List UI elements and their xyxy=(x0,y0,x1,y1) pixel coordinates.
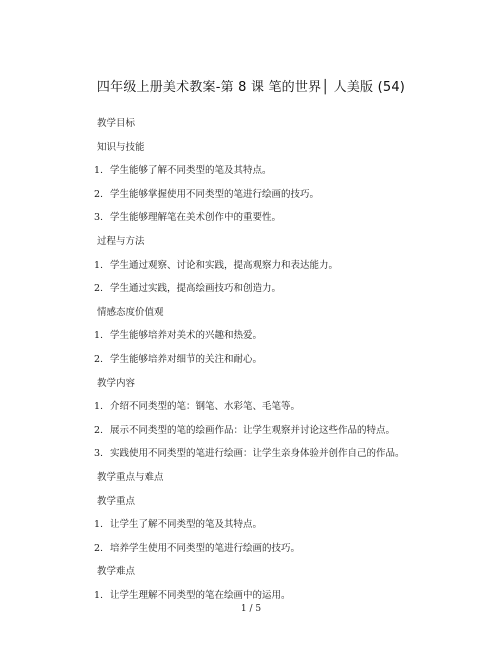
list-item xyxy=(94,277,424,301)
list-item-text: 介绍不同类型的笔：钢笔、水彩笔、毛笔等。 xyxy=(110,401,301,413)
list-item xyxy=(94,183,424,207)
list-number: 1. xyxy=(94,519,104,531)
list-number: 1. xyxy=(94,330,104,342)
list-number: 2. xyxy=(94,542,104,554)
list-number: 1. xyxy=(94,259,104,271)
list-item xyxy=(94,254,424,278)
list-item xyxy=(94,324,424,348)
page-indicator: 1 / 5 xyxy=(240,604,262,614)
list-number: 3. xyxy=(94,212,104,224)
list-number: 1. xyxy=(94,165,104,177)
list-item xyxy=(94,419,424,443)
list-item-text: 学生能够理解笔在美术创作中的重要性。 xyxy=(110,212,282,224)
list-item-text: 展示不同类型的笔的绘画作品：让学生观察并讨论这些作品的特点。 xyxy=(110,424,396,436)
list-number: 1. xyxy=(94,401,104,413)
list-item xyxy=(94,206,424,230)
subheading-attitudes-values: 情感态度价值观 xyxy=(97,306,164,318)
list-item-text: 让学生理解不同类型的笔在绘画中的运用。 xyxy=(110,589,291,601)
list-item-text: 学生能够培养对细节的关注和耐心。 xyxy=(110,353,263,365)
list-item xyxy=(94,537,424,561)
list-item-text: 学生能够掌握使用不同类型的笔进行绘画的技巧。 xyxy=(110,188,320,200)
list-item-text: 学生通过实践，提高绘画技巧和创造力。 xyxy=(110,283,282,295)
list-item-text: 培养学生使用不同类型的笔进行绘画的技巧。 xyxy=(110,542,301,554)
subheading-knowledge-skills: 知识与技能 xyxy=(97,141,145,153)
list-number: 1. xyxy=(94,589,104,601)
list-item xyxy=(94,395,424,419)
subheading-difficulties: 教学难点 xyxy=(97,566,136,578)
list-item-text: 学生能够了解不同类型的笔及其特点。 xyxy=(110,165,272,177)
list-number: 3. xyxy=(94,448,104,460)
list-number: 2. xyxy=(94,283,104,295)
list-item-text: 让学生了解不同类型的笔及其特点。 xyxy=(110,519,263,531)
document-body xyxy=(94,112,424,607)
section-heading-key-difficult: 教学重点与难点 xyxy=(97,471,164,483)
section-heading-teaching-content: 教学内容 xyxy=(97,377,136,389)
list-item xyxy=(94,442,424,466)
section-heading-teaching-goals: 教学目标 xyxy=(97,118,136,129)
list-number: 2. xyxy=(94,188,104,200)
subheading-process-methods: 过程与方法 xyxy=(97,235,145,247)
list-item xyxy=(94,159,424,183)
list-item xyxy=(94,348,424,372)
list-number: 2. xyxy=(94,353,104,365)
list-item-text: 学生能够培养对美术的兴趣和热爱。 xyxy=(110,330,263,342)
subheading-key-points: 教学重点 xyxy=(97,495,136,507)
list-number: 2. xyxy=(94,424,104,436)
document-title: 四年级上册美术教案-第 8 课 笔的世界│ 人美版 (54) xyxy=(96,80,406,95)
list-item-text: 学生通过观察、讨论和实践，提高观察力和表达能力。 xyxy=(110,259,339,271)
list-item-text: 实践使用不同类型的笔进行绘画：让学生亲身体验并创作自己的作品。 xyxy=(110,448,405,460)
list-item xyxy=(94,513,424,537)
